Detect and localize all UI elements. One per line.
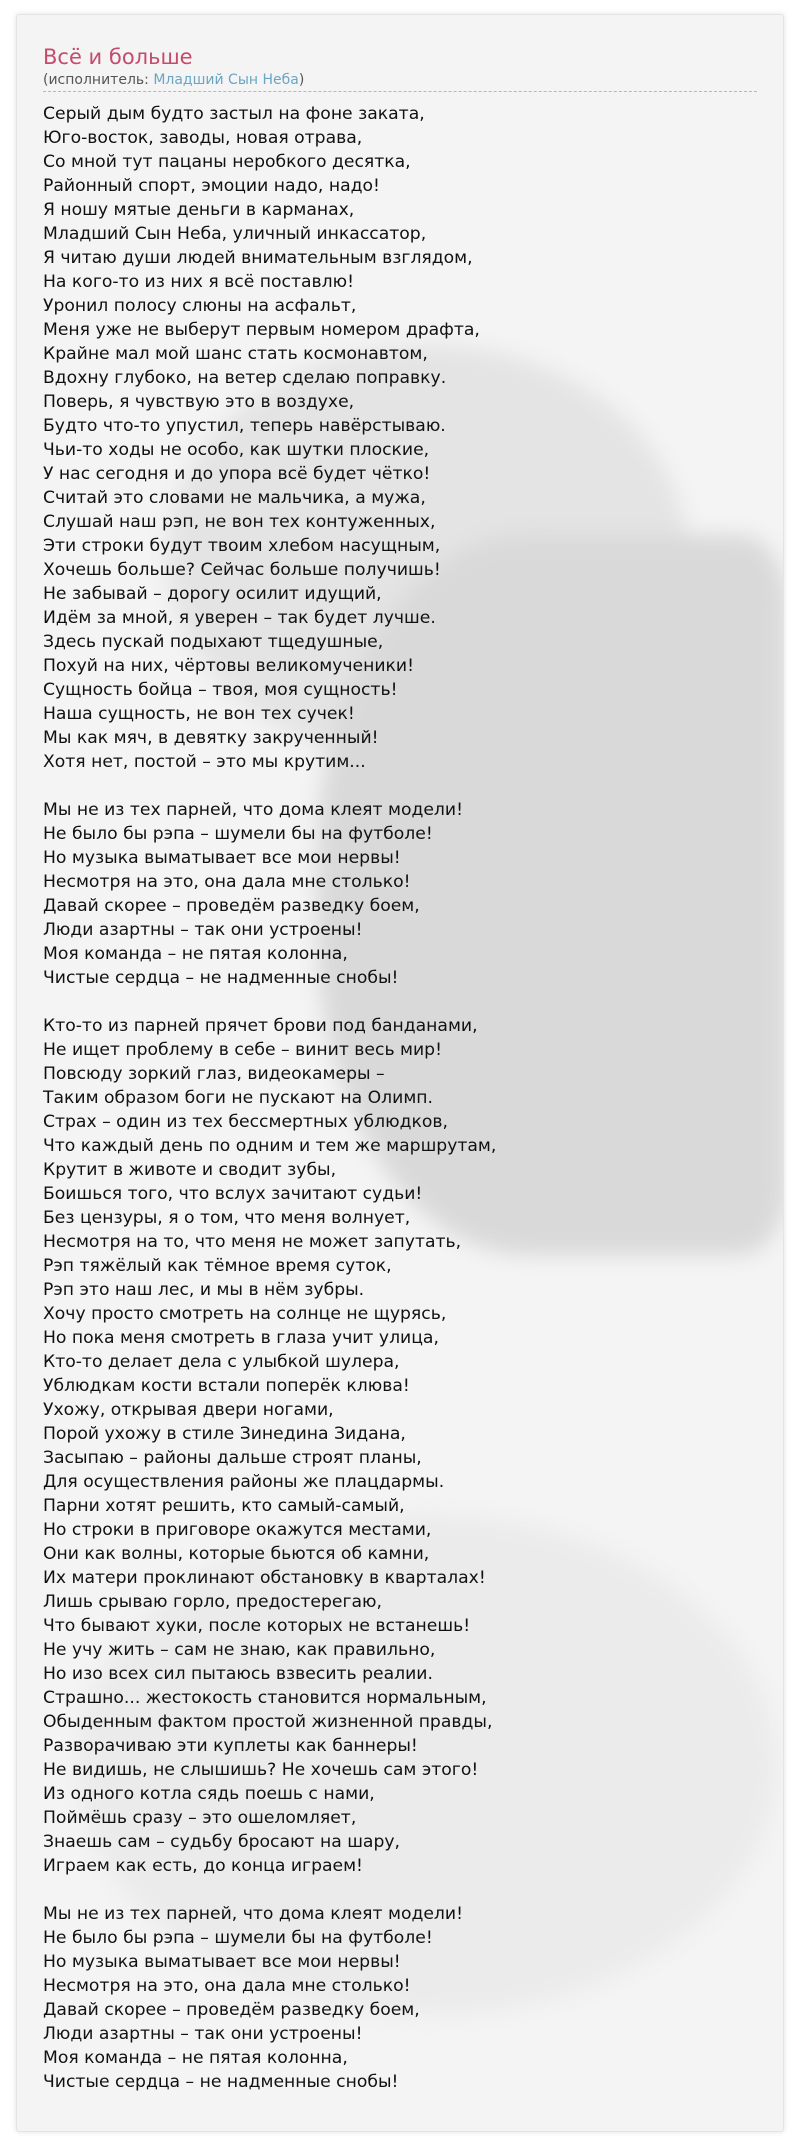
lyrics-line: Играем как есть, до конца играем! (43, 1856, 363, 1876)
lyrics-line: Эти строки будут твоим хлебом насущным, (43, 536, 441, 556)
performer-suffix: ) (298, 72, 305, 88)
lyrics-line: Моя команда – не пятая колонна, (43, 2048, 348, 2068)
lyrics-line: Без цензуры, я о том, что меня волнует, (43, 1208, 411, 1228)
lyrics-line: Но строки в приговоре окажутся местами, (43, 1520, 432, 1540)
lyrics-line: Они как волны, которые бьются об камни, (43, 1544, 430, 1564)
lyrics-line: Но музыка выматывает все мои нервы! (43, 1952, 401, 1972)
lyrics-line: Порой ухожу в стиле Зинедина Зидана, (43, 1424, 406, 1444)
lyrics-line: Считай это словами не мальчика, а мужа, (43, 488, 426, 508)
lyrics-line: Районный спорт, эмоции надо, надо! (43, 176, 380, 196)
lyrics-line: Крутит в животе и сводит зубы, (43, 1160, 337, 1180)
lyrics-line: Лишь срываю горло, предостерегаю, (43, 1592, 382, 1612)
lyrics-line: Кто-то из парней прячет брови под банданами, (43, 1016, 478, 1036)
lyrics-content (17, 15, 783, 2094)
lyrics-line: Младший Сын Неба, уличный инкассатор, (43, 224, 427, 244)
lyrics-line: Страшно... жестокость становится нормальным, (43, 1688, 487, 1708)
lyrics-line: Поймёшь сразу – это ошеломляет, (43, 1808, 357, 1828)
lyrics-line: Не забывай – дорогу осилит идущий, (43, 584, 382, 604)
lyrics-line: Боишься того, что вслух зачитают судьи! (43, 1184, 423, 1204)
lyrics-line: Здесь пускай подыхают тщедушные, (43, 632, 384, 652)
lyrics-line: Чьи-то ходы не особо, как шутки плоские, (43, 440, 430, 460)
lyrics-line: Со мной тут пацаны неробкого десятка, (43, 152, 411, 172)
lyrics-line: Не видишь, не слышишь? Не хочешь сам этого! (43, 1760, 479, 1780)
lyrics-line: Серый дым будто застыл на фоне заката, (43, 104, 425, 124)
lyrics-line: Не было бы рэпа – шумели бы на футболе! (43, 1928, 433, 1948)
lyrics-line: Но изо всех сил пытаюсь взвесить реалии. (43, 1664, 433, 1684)
lyrics-line: Несмотря на это, она дала мне столько! (43, 1976, 411, 1996)
lyrics-line: Наша сущность, не вон тех сучек! (43, 704, 355, 724)
lyrics-line: Страх – один из тех бессмертных ублюдков, (43, 1112, 448, 1132)
lyrics-line: Чистые сердца – не надменные снобы! (43, 2072, 399, 2092)
lyrics-line: Меня уже не выберут первым номером драфта, (43, 320, 480, 340)
lyrics-line: Уронил полосу слюны на асфальт, (43, 296, 357, 316)
lyrics-line: Но пока меня смотреть в глаза учит улица, (43, 1328, 439, 1348)
lyrics-line: Повсюду зоркий глаз, видеокамеры – (43, 1064, 385, 1084)
lyrics-line: Слушай наш рэп, не вон тех контуженных, (43, 512, 436, 532)
lyrics-stanza (43, 1902, 757, 2094)
lyrics-line: Люди азартны – так они устроены! (43, 920, 363, 940)
lyrics-line: У нас сегодня и до упора всё будет чётко! (43, 464, 431, 484)
lyrics-line: Рэп это наш лес, и мы в нём зубры. (43, 1280, 365, 1300)
performer-line (43, 71, 757, 92)
performer-prefix: (исполнитель: (43, 72, 154, 88)
lyrics-line: Мы не из тех парней, что дома клеят модели! (43, 1904, 463, 1924)
lyrics-line: Хочу просто смотреть на солнце не щурясь, (43, 1304, 447, 1324)
lyrics-line: Знаешь сам – судьбу бросают на шару, (43, 1832, 401, 1852)
lyrics-line: Мы как мяч, в девятку закрученный! (43, 728, 379, 748)
song-title: Всё и больше (43, 45, 193, 69)
lyrics-line: Не ищет проблему в себе – винит весь мир! (43, 1040, 442, 1060)
lyrics-line: Что каждый день по одним и тем же маршрутам, (43, 1136, 497, 1156)
lyrics-stanza (43, 1014, 757, 1878)
lyrics-line: Моя команда – не пятая колонна, (43, 944, 348, 964)
lyrics-line: Не было бы рэпа – шумели бы на футболе! (43, 824, 433, 844)
lyrics-line: Рэп тяжёлый как тёмное время суток, (43, 1256, 392, 1276)
lyrics-line: Ублюдкам кости встали поперёк клюва! (43, 1376, 410, 1396)
lyrics-line: Их матери проклинают обстановку в кварталах! (43, 1568, 486, 1588)
lyrics-line: Обыденным фактом простой жизненной правды, (43, 1712, 493, 1732)
lyrics-stanza (43, 102, 757, 774)
lyrics-line: Похуй на них, чёртовы великомученики! (43, 656, 414, 676)
lyrics-line: Для осуществления районы же плацдармы. (43, 1472, 445, 1492)
lyrics-line: Я ношу мятые деньги в карманах, (43, 200, 355, 220)
lyrics-stanza (43, 798, 757, 990)
lyrics-card (16, 14, 784, 2132)
lyrics-line: Давай скорее – проведём разведку боем, (43, 896, 420, 916)
lyrics-line: Ухожу, открывая двери ногами, (43, 1400, 334, 1420)
lyrics-body (43, 102, 757, 2094)
lyrics-line: Что бывают хуки, после которых не встанешь! (43, 1616, 471, 1636)
lyrics-line: Я читаю души людей внимательным взглядом, (43, 248, 473, 268)
lyrics-line: Крайне мал мой шанс стать космонавтом, (43, 344, 428, 364)
lyrics-line: Поверь, я чувствую это в воздухе, (43, 392, 355, 412)
lyrics-line: Сущность бойца – твоя, моя сущность! (43, 680, 398, 700)
lyrics-line: Несмотря на то, что меня не может запутать, (43, 1232, 462, 1252)
lyrics-line: Давай скорее – проведём разведку боем, (43, 2000, 420, 2020)
lyrics-line: Кто-то делает дела с улыбкой шулера, (43, 1352, 400, 1372)
lyrics-line: Разворачиваю эти куплеты как баннеры! (43, 1736, 418, 1756)
lyrics-line: Вдохну глубоко, на ветер сделаю поправку. (43, 368, 447, 388)
lyrics-line: Мы не из тех парней, что дома клеят модели! (43, 800, 463, 820)
lyrics-line: Несмотря на это, она дала мне столько! (43, 872, 411, 892)
lyrics-line: Люди азартны – так они устроены! (43, 2024, 363, 2044)
lyrics-line: Но музыка выматывает все мои нервы! (43, 848, 401, 868)
lyrics-line: Парни хотят решить, кто самый-самый, (43, 1496, 405, 1516)
lyrics-line: На кого-то из них я всё поставлю! (43, 272, 355, 292)
lyrics-line: Хотя нет, постой – это мы крутим... (43, 752, 366, 772)
lyrics-line: Будто что-то упустил, теперь навёрстываю. (43, 416, 446, 436)
lyrics-line: Идём за мной, я уверен – так будет лучше. (43, 608, 436, 628)
lyrics-line: Засыпаю – районы дальше строят планы, (43, 1448, 422, 1468)
lyrics-line: Таким образом боги не пускают на Олимп. (43, 1088, 434, 1108)
lyrics-line: Чистые сердца – не надменные снобы! (43, 968, 399, 988)
performer-link[interactable]: Младший Сын Неба (153, 72, 299, 88)
lyrics-line: Не учу жить – сам не знаю, как правильно, (43, 1640, 436, 1660)
lyrics-line: Из одного котла сядь поешь с нами, (43, 1784, 375, 1804)
lyrics-line: Хочешь больше? Сейчас больше получишь! (43, 560, 441, 580)
lyrics-line: Юго-восток, заводы, новая отрава, (43, 128, 363, 148)
